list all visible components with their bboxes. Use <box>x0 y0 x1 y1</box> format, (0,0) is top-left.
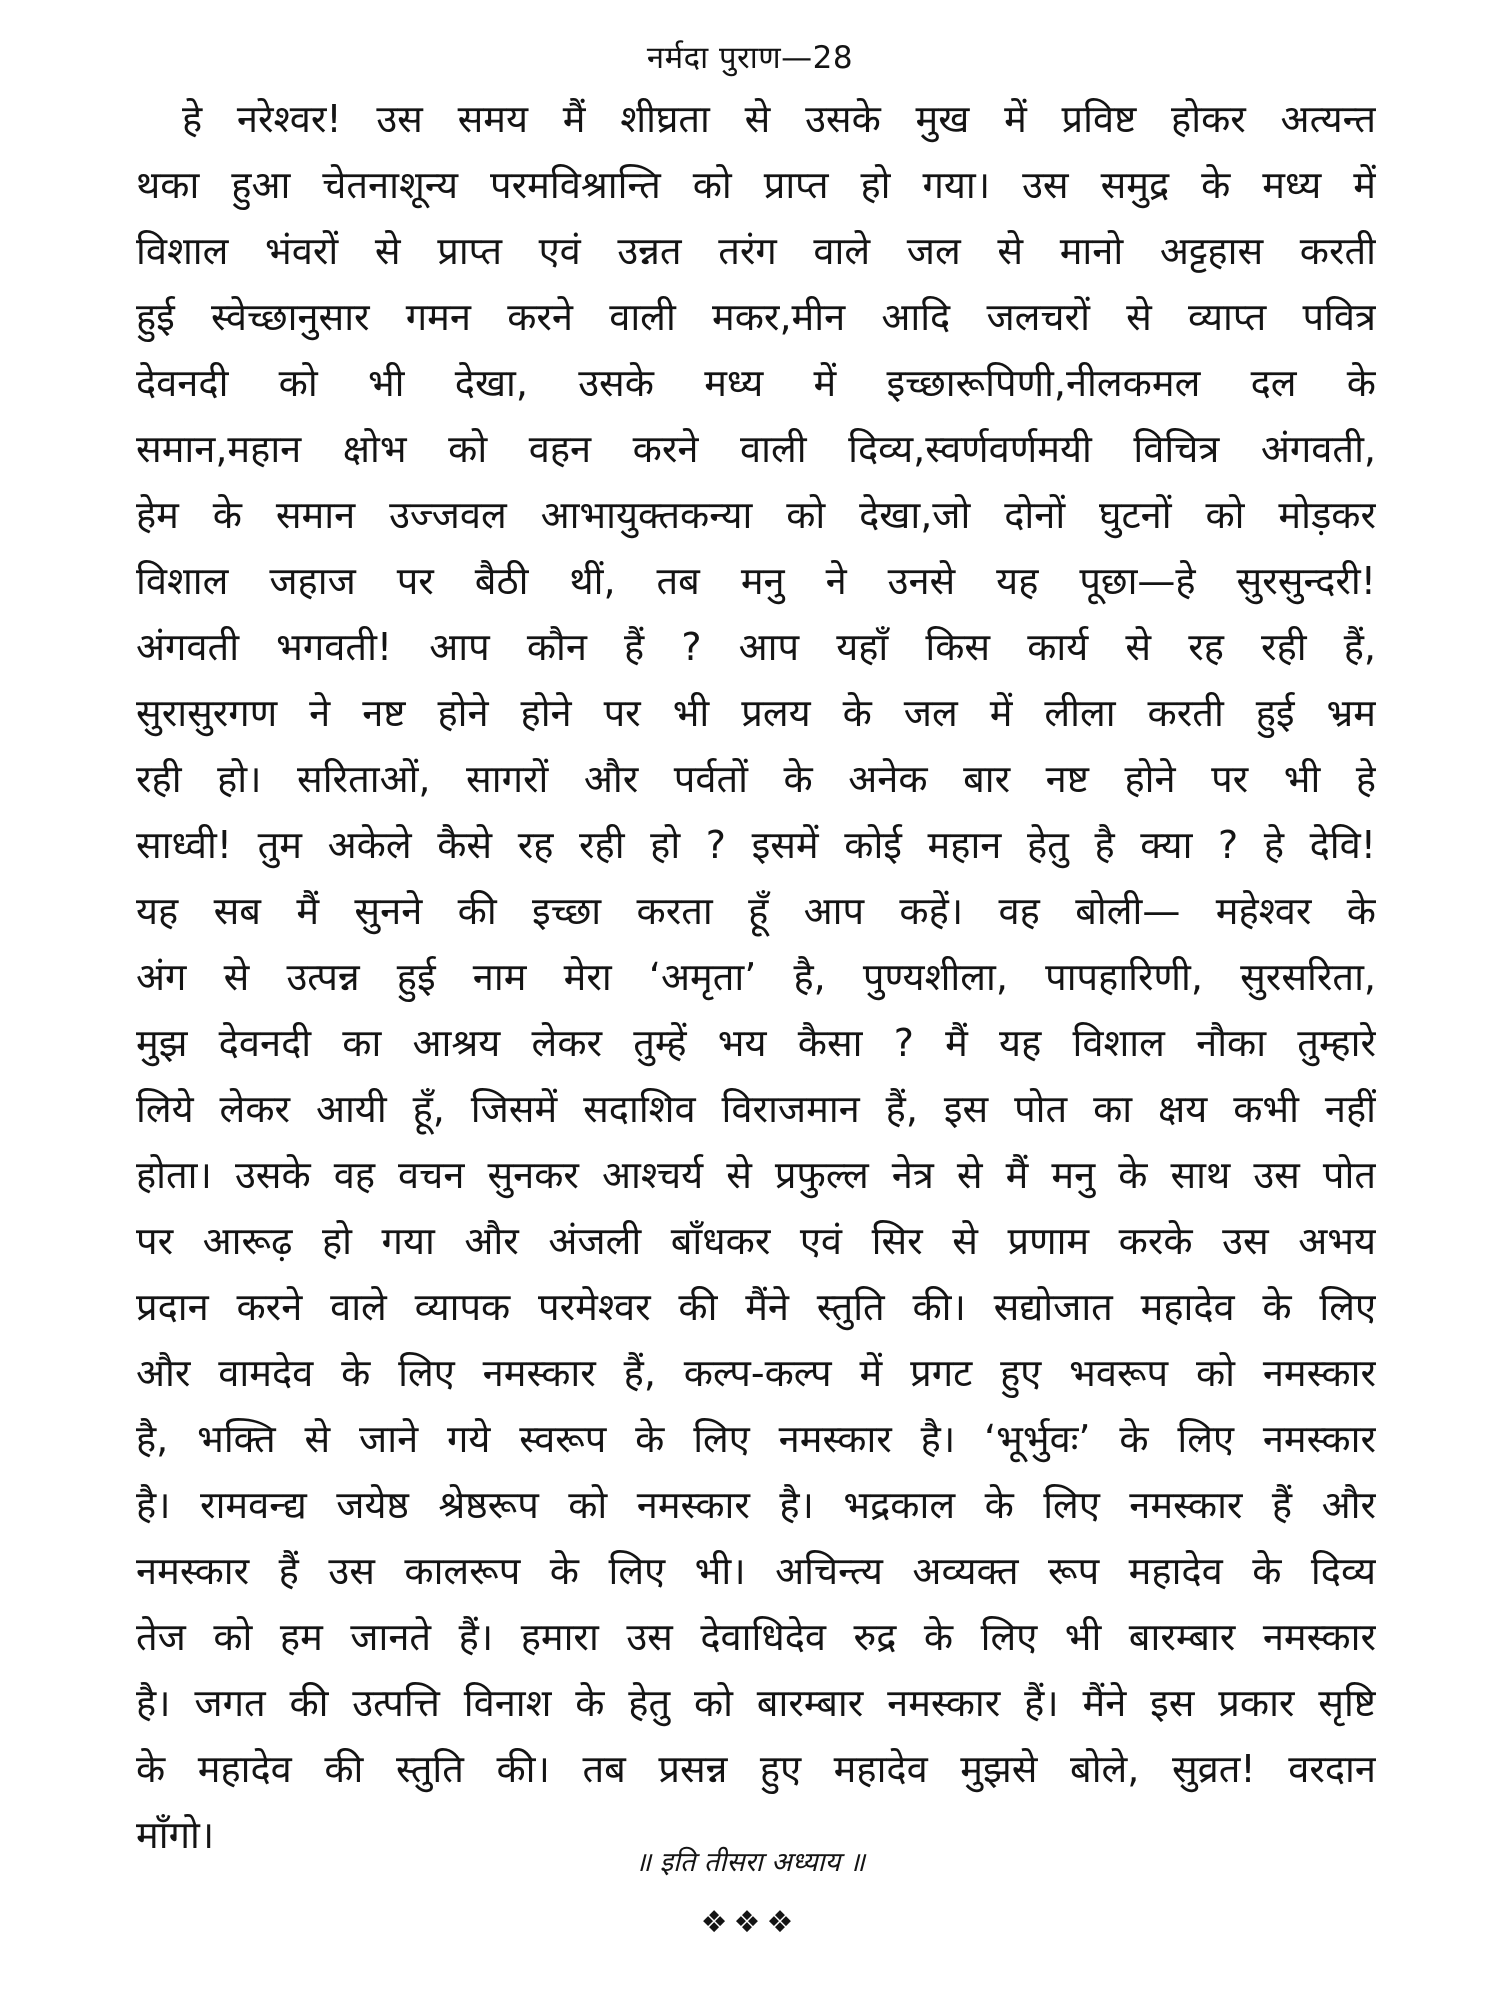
text-line: हे नरेश्वर! उस समय मैं शीघ्रता से उसके मुख में प्रविष्ट होकर अत्यन्त <box>182 97 1376 141</box>
chapter-end-marker: ॥ इति तीसरा अध्याय ॥ <box>634 1847 866 1878</box>
text-line: विशाल भंवरों से प्राप्त एवं उन्नत तरंग वाले जल से मानो अट्टहास करती <box>136 229 1376 273</box>
text-line: और वामदेव के लिए नमस्कार हैं, कल्प-कल्प में प्रगट हुए भवरूप को नमस्कार <box>136 1351 1376 1395</box>
text-line: अंग से उत्पन्न हुई नाम मेरा ‘अमृता’ है, पुण्यशीला, पापहारिणी, सुरसरिता, <box>136 955 1376 999</box>
text-line: समान,महान क्षोभ को वहन करने वाली दिव्य,स्वर्णवर्णमयी विचित्र अंगवती, <box>136 427 1376 471</box>
text-line: अंगवती भगवती! आप कौन हैं ? आप यहाँ किस कार्य से रह रही हैं, <box>136 625 1376 669</box>
page-header: नर्मदा पुराण—28 <box>646 40 854 76</box>
text-line: यह सब मैं सुनने की इच्छा करता हूँ आप कहें। वह बोली— महेश्वर के <box>136 889 1376 933</box>
text-line: रही हो। सरिताओं, सागरों और पर्वतों के अनेक बार नष्ट होने पर भी हे <box>136 757 1376 801</box>
text-line: नमस्कार हैं उस कालरूप के लिए भी। अचिन्त्य अव्यक्त रूप महादेव के दिव्य <box>136 1549 1376 1593</box>
text-line: है। रामवन्द्य जयेष्ठ श्रेष्ठरूप को नमस्कार है। भद्रकाल के लिए नमस्कार हैं और <box>136 1483 1376 1527</box>
text-line: माँगो। <box>136 1813 215 1857</box>
text-line: हेम के समान उज्जवल आभायुक्तकन्या को देखा,जो दोनों घुटनों को मोड़कर <box>136 493 1376 537</box>
text-line: प्रदान करने वाले व्यापक परमेश्वर की मैंने स्तुति की। सद्योजात महादेव के लिए <box>136 1285 1376 1329</box>
ornament-icon: ❖❖❖ <box>700 1905 800 1940</box>
text-line: है, भक्ति से जाने गये स्वरूप के लिए नमस्कार है। ‘भूर्भुवः’ के लिए नमस्कार <box>136 1417 1376 1461</box>
text-line: थका हुआ चेतनाशून्य परमविश्रान्ति को प्राप्त हो गया। उस समुद्र के मध्य में <box>136 163 1376 207</box>
text-line: पर आरूढ़ हो गया और अंजली बाँधकर एवं सिर से प्रणाम करके उस अभय <box>136 1219 1376 1263</box>
text-line: सुरासुरगण ने नष्ट होने होने पर भी प्रलय के जल में लीला करती हुई भ्रम <box>136 691 1376 735</box>
text-line: तेज को हम जानते हैं। हमारा उस देवाधिदेव रुद्र के लिए भी बारम्बार नमस्कार <box>136 1615 1376 1659</box>
body-text <box>136 86 1376 1868</box>
text-line: मुझ देवनदी का आश्रय लेकर तुम्हें भय कैसा ? मैं यह विशाल नौका तुम्हारे <box>136 1021 1376 1065</box>
text-line: विशाल जहाज पर बैठी थीं, तब मनु ने उनसे यह पूछा—हे सुरसुन्दरी! <box>136 559 1376 603</box>
text-line: के महादेव की स्तुति की। तब प्रसन्न हुए महादेव मुझसे बोले, सुव्रत! वरदान <box>136 1747 1376 1791</box>
text-line: लिये लेकर आयी हूँ, जिसमें सदाशिव विराजमान हैं, इस पोत का क्षय कभी नहीं <box>136 1087 1376 1131</box>
text-line: हुई स्वेच्छानुसार गमन करने वाली मकर,मीन आदि जलचरों से व्याप्त पवित्र <box>136 295 1376 339</box>
text-line: देवनदी को भी देखा, उसके मध्य में इच्छारूपिणी,नीलकमल दल के <box>136 361 1376 405</box>
text-line: होता। उसके वह वचन सुनकर आश्चर्य से प्रफुल्ल नेत्र से मैं मनु के साथ उस पोत <box>136 1153 1376 1197</box>
text-line: है। जगत की उत्पत्ति विनाश के हेतु को बारम्बार नमस्कार हैं। मैंने इस प्रकार सृष्टि <box>136 1681 1376 1725</box>
text-line: साध्वी! तुम अकेले कैसे रह रही हो ? इसमें कोई महान हेतु है क्या ? हे देवि! <box>136 823 1376 867</box>
